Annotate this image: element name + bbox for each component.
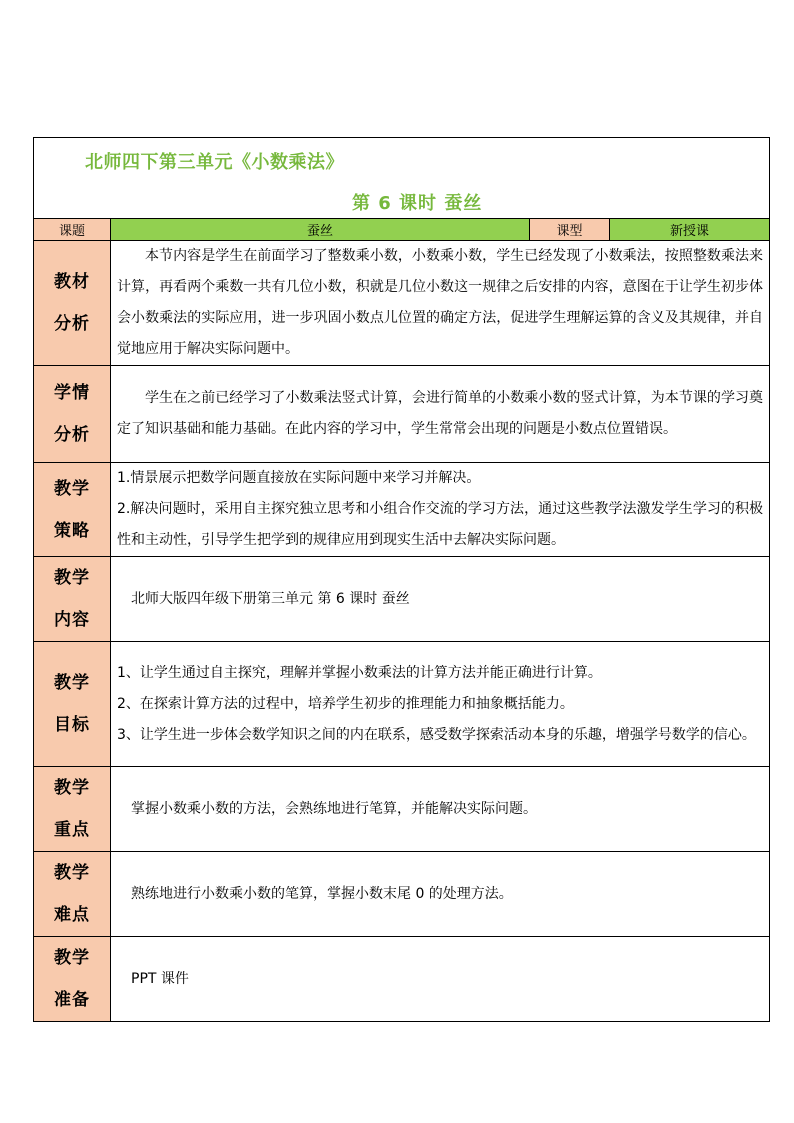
prep-text: PPT 课件 (111, 937, 770, 1022)
topic-value: 蚕丝 (111, 219, 530, 241)
key-label (34, 767, 111, 852)
goal-item: 2、在探索计算方法的过程中，培养学生初步的推理能力和抽象概括能力。 (117, 695, 574, 712)
difficulty-text: 熟练地进行小数乘小数的笔算，掌握小数末尾 0 的处理方法。 (111, 852, 770, 937)
section-prep (34, 937, 770, 1022)
content-label (34, 557, 111, 642)
meta-row (34, 219, 770, 241)
goal-item: 3、让学生进一步体会数学知识之间的内在联系，感受数学探索活动本身的乐趣，增强学号数学的信心。 (117, 726, 756, 743)
strategy-item: 2.解决问题时，采用自主探究独立思考和小组合作交流的学习方法，通过这些教学法激发学生学习的积极性和主动性，引导学生把学到的规律应用到现实生活中去解决实际问题。 (117, 501, 764, 548)
students-label (34, 366, 111, 463)
type-label: 课型 (530, 219, 610, 241)
prep-label-line-2: 准备 (54, 990, 90, 1010)
material-text: 本节内容是学生在前面学习了整数乘小数，小数乘小数，学生已经发现了小数乘法，按照整数乘法来计算，再看两个乘数一共有几位小数，积就是几位小数这一规律之后安排的内容，意图在于让学生初步体会小数乘法的实际应用，进一步巩固小数点儿位置的确定方法，促进学生理解运算的含义及其规律，并自觉地应用于解决实际问题中。 (111, 241, 770, 366)
difficulty-label-line-1: 教学 (54, 863, 90, 883)
prep-label-line-1: 教学 (54, 948, 90, 968)
topic-label: 课题 (34, 219, 111, 241)
content-text: 北师大版四年级下册第三单元 第 6 课时 蚕丝 (111, 557, 770, 642)
section-goals (34, 642, 770, 767)
material-label (34, 241, 111, 366)
prep-label (34, 937, 111, 1022)
key-text: 掌握小数乘小数的方法，会熟练地进行笔算，并能解决实际问题。 (111, 767, 770, 852)
lesson-subtitle: 第 6 课时 蚕丝 (352, 193, 483, 214)
section-students (34, 366, 770, 463)
section-key (34, 767, 770, 852)
content-label-line-2: 内容 (54, 610, 90, 630)
content-label-line-1: 教学 (54, 568, 90, 588)
section-material (34, 241, 770, 366)
header-cell (34, 138, 770, 219)
material-label-line-1: 教材 (54, 272, 90, 292)
page-title: 北师四下第三单元《小数乘法》 (85, 152, 344, 173)
strategy-label-line-2: 策略 (54, 520, 90, 541)
strategy-label (34, 463, 111, 557)
strategy-label-line-1: 教学 (54, 478, 90, 499)
section-strategy (34, 463, 770, 557)
students-label-line-2: 分析 (54, 425, 90, 445)
goals-label-line-2: 目标 (54, 715, 90, 735)
students-label-line-1: 学情 (54, 383, 90, 403)
goals-label-line-1: 教学 (54, 673, 90, 693)
lesson-plan-table (33, 137, 770, 1022)
type-value: 新授课 (610, 219, 770, 241)
lesson-plan-sheet (33, 137, 769, 1022)
goals-text (111, 642, 770, 767)
goals-label (34, 642, 111, 767)
section-difficulty (34, 852, 770, 937)
section-content (34, 557, 770, 642)
key-label-line-1: 教学 (54, 778, 90, 798)
goal-item: 1、让学生通过自主探究，理解并掌握小数乘法的计算方法并能正确进行计算。 (117, 664, 602, 681)
difficulty-label (34, 852, 111, 937)
difficulty-label-line-2: 难点 (54, 905, 90, 925)
students-text: 学生在之前已经学习了小数乘法竖式计算，会进行简单的小数乘小数的竖式计算，为本节课的学习奠定了知识基础和能力基础。在此内容的学习中，学生常常会出现的问题是小数点位置错误。 (111, 366, 770, 463)
strategy-text (111, 463, 770, 557)
material-label-line-2: 分析 (54, 314, 90, 334)
key-label-line-2: 重点 (54, 820, 90, 840)
strategy-item: 1.情景展示把数学问题直接放在实际问题中来学习并解决。 (117, 470, 481, 486)
